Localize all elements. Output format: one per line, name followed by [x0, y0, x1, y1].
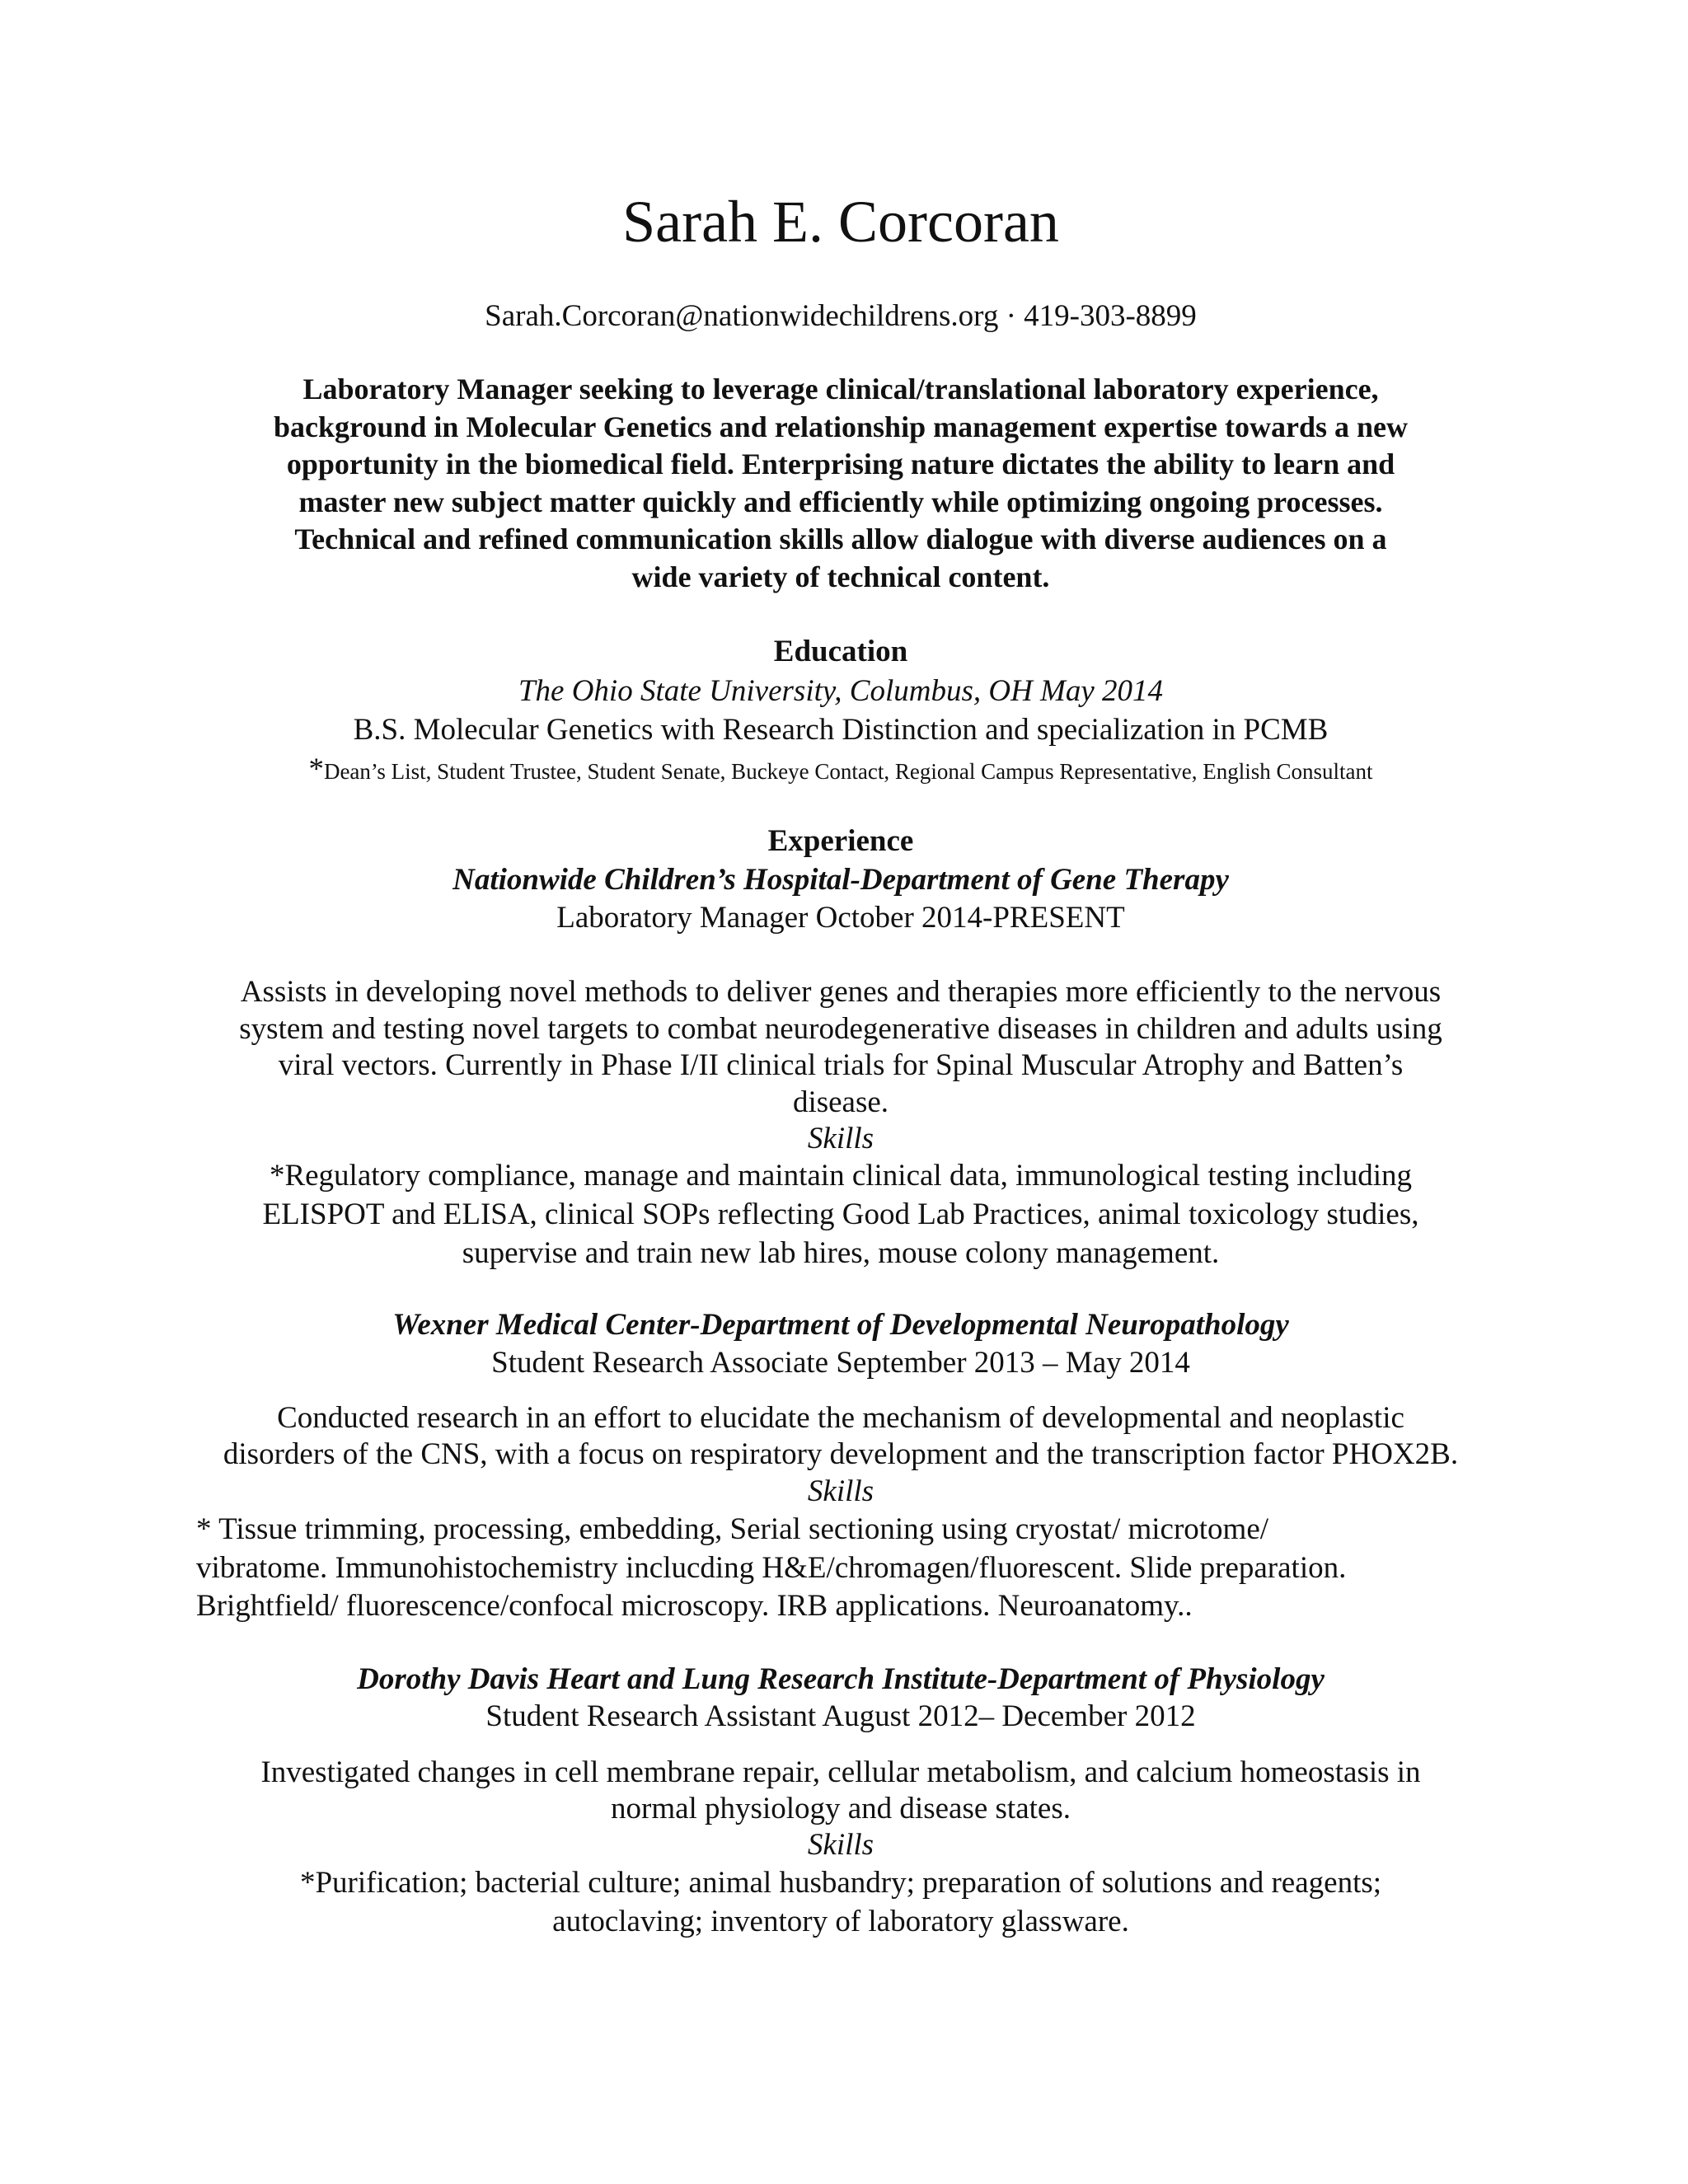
- job-description-line: system and testing novel targets to combat neurodegenerative diseases in children and adults using: [239, 1012, 1442, 1046]
- experience-heading: Experience: [767, 824, 914, 858]
- skills-label: Skills: [807, 1474, 874, 1508]
- skills-label: Skills: [807, 1122, 874, 1155]
- objective-line: opportunity in the biomedical field. Enterprising nature dictates the ability to learn and: [286, 448, 1395, 480]
- education-school: The Ohio State University, Columbus, OH May 2014: [518, 674, 1164, 708]
- job-organization: Nationwide Children’s Hospital-Department of Gene Therapy: [452, 863, 1229, 897]
- job-description-line: disorders of the CNS, with a focus on respiratory development and the transcription factor PHOX2B.: [223, 1437, 1459, 1471]
- candidate-name: Sarah E. Corcoran: [622, 189, 1059, 255]
- contact-line: Sarah.Corcoran@nationwidechildrens.org · 419-303-8899: [485, 299, 1197, 333]
- objective-line: wide variety of technical content.: [631, 560, 1050, 593]
- skills-line: ELISPOT and ELISA, clinical SOPs reflecting Good Lab Practices, animal toxicology studies,: [262, 1197, 1419, 1231]
- honors-star: *: [308, 752, 324, 786]
- job-description-line: normal physiology and disease states.: [611, 1792, 1071, 1825]
- skills-line: vibratome. Immunohistochemistry inclucding H&E/chromagen/fluorescent. Slide preparation.: [196, 1551, 1347, 1585]
- job-description-line: disease.: [792, 1085, 889, 1119]
- job-role: Laboratory Manager October 2014-PRESENT: [556, 901, 1125, 935]
- objective-line: master new subject matter quickly and efficiently while optimizing ongoing processes.: [298, 485, 1383, 518]
- skills-line: supervise and train new lab hires, mouse colony management.: [462, 1236, 1220, 1270]
- education-degree: B.S. Molecular Genetics with Research Distinction and specialization in PCMB: [353, 713, 1329, 747]
- objective-line: Laboratory Manager seeking to leverage clinical/translational laboratory experience,: [302, 373, 1379, 405]
- education-honors: [181, 752, 1500, 788]
- skills-line: *Regulatory compliance, manage and maintain clinical data, immunological testing including: [269, 1159, 1413, 1193]
- skills-line: Brightfield/ fluorescence/confocal microscopy. IRB applications. Neuroanatomy..: [196, 1589, 1193, 1623]
- objective-line: background in Molecular Genetics and relationship management expertise towards a new: [274, 410, 1408, 443]
- job-organization: Wexner Medical Center-Department of Developmental Neuropathology: [392, 1308, 1289, 1342]
- job-description-line: Conducted research in an effort to elucidate the mechanism of developmental and neoplastic: [277, 1401, 1404, 1435]
- honors-text: Dean’s List, Student Trustee, Student Senate, Buckeye Contact, Regional Campus Representative, English Consultant: [323, 759, 1373, 784]
- skills-line: autoclaving; inventory of laboratory glassware.: [552, 1905, 1129, 1938]
- job-description-line: Assists in developing novel methods to deliver genes and therapies more efficiently to the nervous: [240, 975, 1442, 1009]
- job-description-line: viral vectors. Currently in Phase I/II clinical trials for Spinal Muscular Atrophy and Batten’s: [278, 1048, 1404, 1082]
- job-role: Student Research Associate September 2013 – May 2014: [491, 1346, 1190, 1380]
- objective-line: Technical and refined communication skills allow dialogue with diverse audiences on a: [294, 523, 1387, 555]
- education-heading: Education: [773, 635, 908, 668]
- job-description-line: Investigated changes in cell membrane repair, cellular metabolism, and calcium homeostasis in: [260, 1755, 1421, 1789]
- skills-line: * Tissue trimming, processing, embedding, Serial sectioning using cryostat/ microtome/: [196, 1512, 1269, 1546]
- skills-label: Skills: [807, 1828, 874, 1862]
- job-role: Student Research Assistant August 2012– December 2012: [485, 1699, 1196, 1733]
- job-organization: Dorothy Davis Heart and Lung Research Institute-Department of Physiology: [357, 1662, 1325, 1696]
- skills-line: *Purification; bacterial culture; animal husbandry; preparation of solutions and reagents;: [299, 1866, 1382, 1900]
